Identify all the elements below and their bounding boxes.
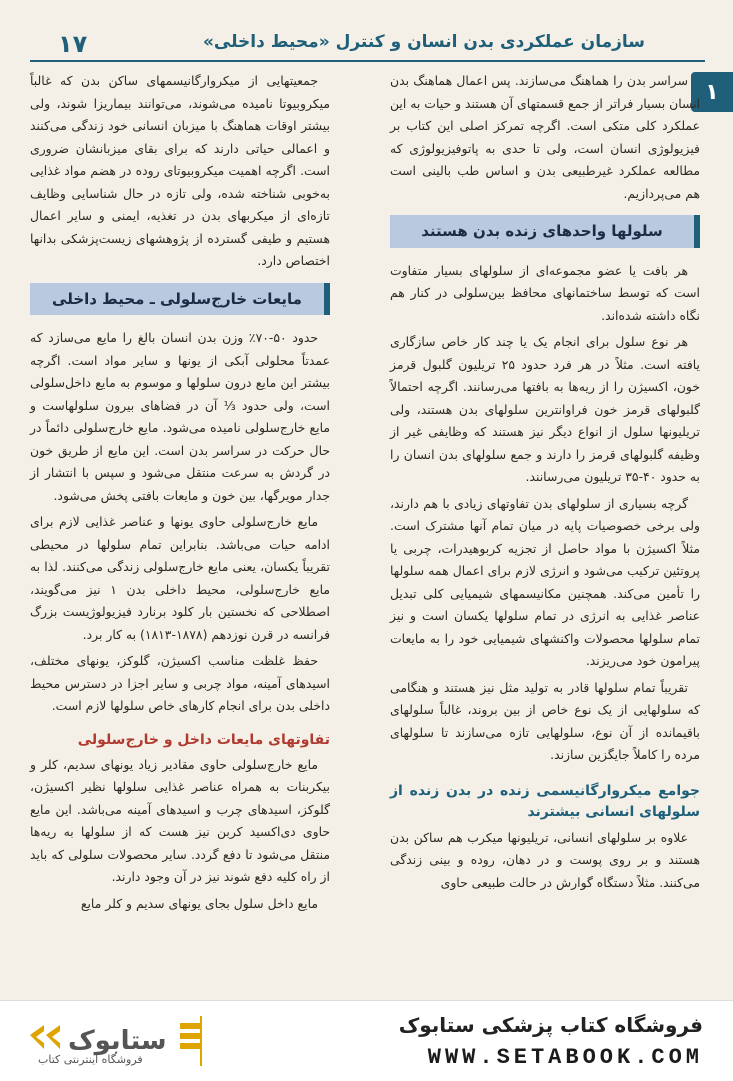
section-heading: سلولها واحدهای زنده بدن هستند xyxy=(390,215,700,248)
paragraph: هر بافت یا عضو مجموعه‌ای از سلولهای بسیار متفاوت است که توسط ساختمانهای محافظ بین‌سلولی در کنار هم نگاه داشته شده‌اند. xyxy=(390,262,700,323)
subsection-heading: تفاوتهای مایعات داخل و خارج‌سلولی xyxy=(77,731,330,748)
chapter-tab: ۱ xyxy=(691,72,733,112)
paragraph: مایع خارج‌سلولی حاوی یونها و عناصر غذایی لازم برای ادامه حیات می‌باشد. بنابراین تمام سلولها در محیطی تقریباً یکسان، یعنی مایع خارج‌سلولی زندگی می‌کنند. لذا به مایع خارج‌سلولی، محیط داخلی بدن ۱ نیز می‌گویند، اصطلاحی که نخستین بار کلود برنارد فیزیولوژیست بزرگ فرانسه در قرن نوزدهم (۱۸۷۸-۱۸۱۳) به کار برد. xyxy=(30,514,330,642)
subsection-heading: جوامع میکروارگانیسمی زنده در بدن زنده از سلولهای انسانی بیشترند xyxy=(390,782,700,820)
page-number: ۱۷ xyxy=(58,30,88,58)
paragraph: حفظ غلظت مناسب اکسیژن، گلوکز، یونهای مختلف، اسیدهای آمینه، مواد چربی و سایر اجزا در دسترس محیط داخلی بدن برای انجام کارهای خاص سلولها لازم است. xyxy=(30,653,330,713)
logo-subtitle: فروشگاه اینترنتی کتاب xyxy=(38,1053,143,1066)
paragraph: گرچه بسیاری از سلولهای بدن تفاوتهای زیادی با هم دارند، ولی برخی خصوصیات پایه در میان تمام آنها مشترک است. مثلاً اکسیژن با مواد حاصل از تجزیه کربوهیدرات، چربی یا پروتئین ترکیب می‌شود و انرژی لازم برای اعمال همه سلولها را تأمین می‌کند. همچنین مکانیسمهای شیمیایی کلی تبدیل عناصر غذایی به انرژی در تمام سلولها یکسان است و نیز تمام سلولها محصولات واکنشهای شیمیایی خود را به مایعات پیرامون خود می‌ریزند. xyxy=(390,495,700,668)
paragraph: سراسر بدن را هماهنگ می‌سازند. پس اعمال هماهنگ بدن انسان بسیار فراتر از جمع قسمتهای آن هستند و حیات به این عملکرد کلی متکی است. اگرچه تمرکز اصلی این کتاب بر فیزیولوژی انسان است، ولی تا حدی به پاتوفیزیولوژی که مطالعه عملکرد غیرطبیعی بدن و اساس طب بالینی است هم می‌پردازیم. xyxy=(390,73,700,201)
paragraph: تقریباً تمام سلولها قادر به تولید مثل نیز هستند و هنگامی که سلولهایی از یک نوع خاص از بین بروند، غالباً سلولهای باقیمانده از آن نوع، سلولهایی تازه می‌سازند تا سلولهای مرده را کاملاً جایگزین سازند. xyxy=(390,679,700,762)
page-header xyxy=(30,22,705,62)
paragraph: مایع خارج‌سلولی حاوی مقادیر زیاد یونهای سدیم، کلر و بیکربنات به همراه عناصر غذایی سلولها نظیر اکسیژن، گلوکز، اسیدهای چرب و اسیدهای آمینه می‌باشد. این مایع حاوی دی‌اکسید کربن نیز هست که از سلولها به ریه‌ها منتقل می‌شود تا دفع گردد. سایر محصولات سلولی که باید از راه کلیه دفع شوند نیز در آن وجود دارند. xyxy=(30,756,330,884)
left-column xyxy=(30,70,330,919)
store-footer xyxy=(0,1000,733,1081)
store-url-link[interactable]: WWW.SETABOOK.COM xyxy=(427,1045,703,1070)
logo-wordmark: ستابوک xyxy=(68,1026,167,1056)
paragraph: مایع داخل سلول بجای یونهای سدیم و کلر مایع xyxy=(80,895,318,911)
right-column xyxy=(390,70,700,898)
paragraph: علاوه بر سلولهای انسانی، تریلیونها میکرب هم ساکن بدن هستند و بر روی پوست و در دهان، روده و بینی زندگی می‌کنند. مثلاً دستگاه گوارش در حالت طبیعی حاوی xyxy=(390,829,700,890)
running-head: سازمان عملکردی بدن انسان و کنترل «محیط داخلی» xyxy=(202,32,645,52)
section-heading: مایعات خارج‌سلولی ـ محیط داخلی xyxy=(30,283,330,316)
paragraph: جمعیتهایی از میکروارگانیسمهای ساکن بدن که غالباً میکروبیوتا نامیده می‌شوند، می‌توانند بیماریزا شوند، ولی بیشتر اوقات هماهنگ با میزبان انسانی خود زندگی می‌کنند و اعمالی حیاتی دارند که برای بقای میزبانشان ضروری است. اگرچه اهمیت میکروبیوتای روده در هضم مواد غذایی به‌خوبی شناخته شده، ولی تازه در حال شناسایی وظایف تازه‌ای از میکربهای بدن در تغذیه، ایمنی و سایر اعمال هستیم و طیفی گسترده از پژوهشهای زیست‌پزشکی بدانها اختصاص دارد. xyxy=(30,73,330,268)
paragraph: هر نوع سلول برای انجام یک یا چند کار خاص سازگاری یافته است. مثلاً در هر فرد حدود ۲۵ تریلیون گلبول قرمز خون، اکسیژن را از ریه‌ها به بافتها می‌رسانند. اگرچه احتمالاً گلبولهای قرمز خون فراوانترین سلولهای بدن هستند، ولی تریلیونها سلول از انواع دیگر نیز هستند که وظایفی غیر از وظیفه گلبولهای قرمز را دارند و جمع سلولهای بدن انسان را به حدود ۴۰-۳۵ تریلیون می‌رسانند. xyxy=(390,334,700,484)
paragraph: حدود ۵۰-۷۰٪ وزن بدن انسان بالغ را مایع می‌سازد که عمدتاً محلولی آبکی از یونها و سایر مواد است. اگرچه بیشتر این مایع درون سلولها و موسوم به مایع داخل‌سلولی است، ولی حدود ⅓ آن در فضاهای بیرون سلولهاست و مایع خارج‌سلولی نامیده می‌شود. مایع خارج‌سلولی دائماً در حال حرکت در سراسر بدن است. این مایع از طریق خون در گردش به سرعت منتقل می‌شود و سپس با انتشار از جدار مویرگها، بین خون و مایعات بافتی پخش می‌شود. xyxy=(30,330,330,503)
footer-divider xyxy=(200,1016,202,1066)
store-name: فروشگاه کتاب پزشکی ستابوک xyxy=(398,1013,703,1037)
